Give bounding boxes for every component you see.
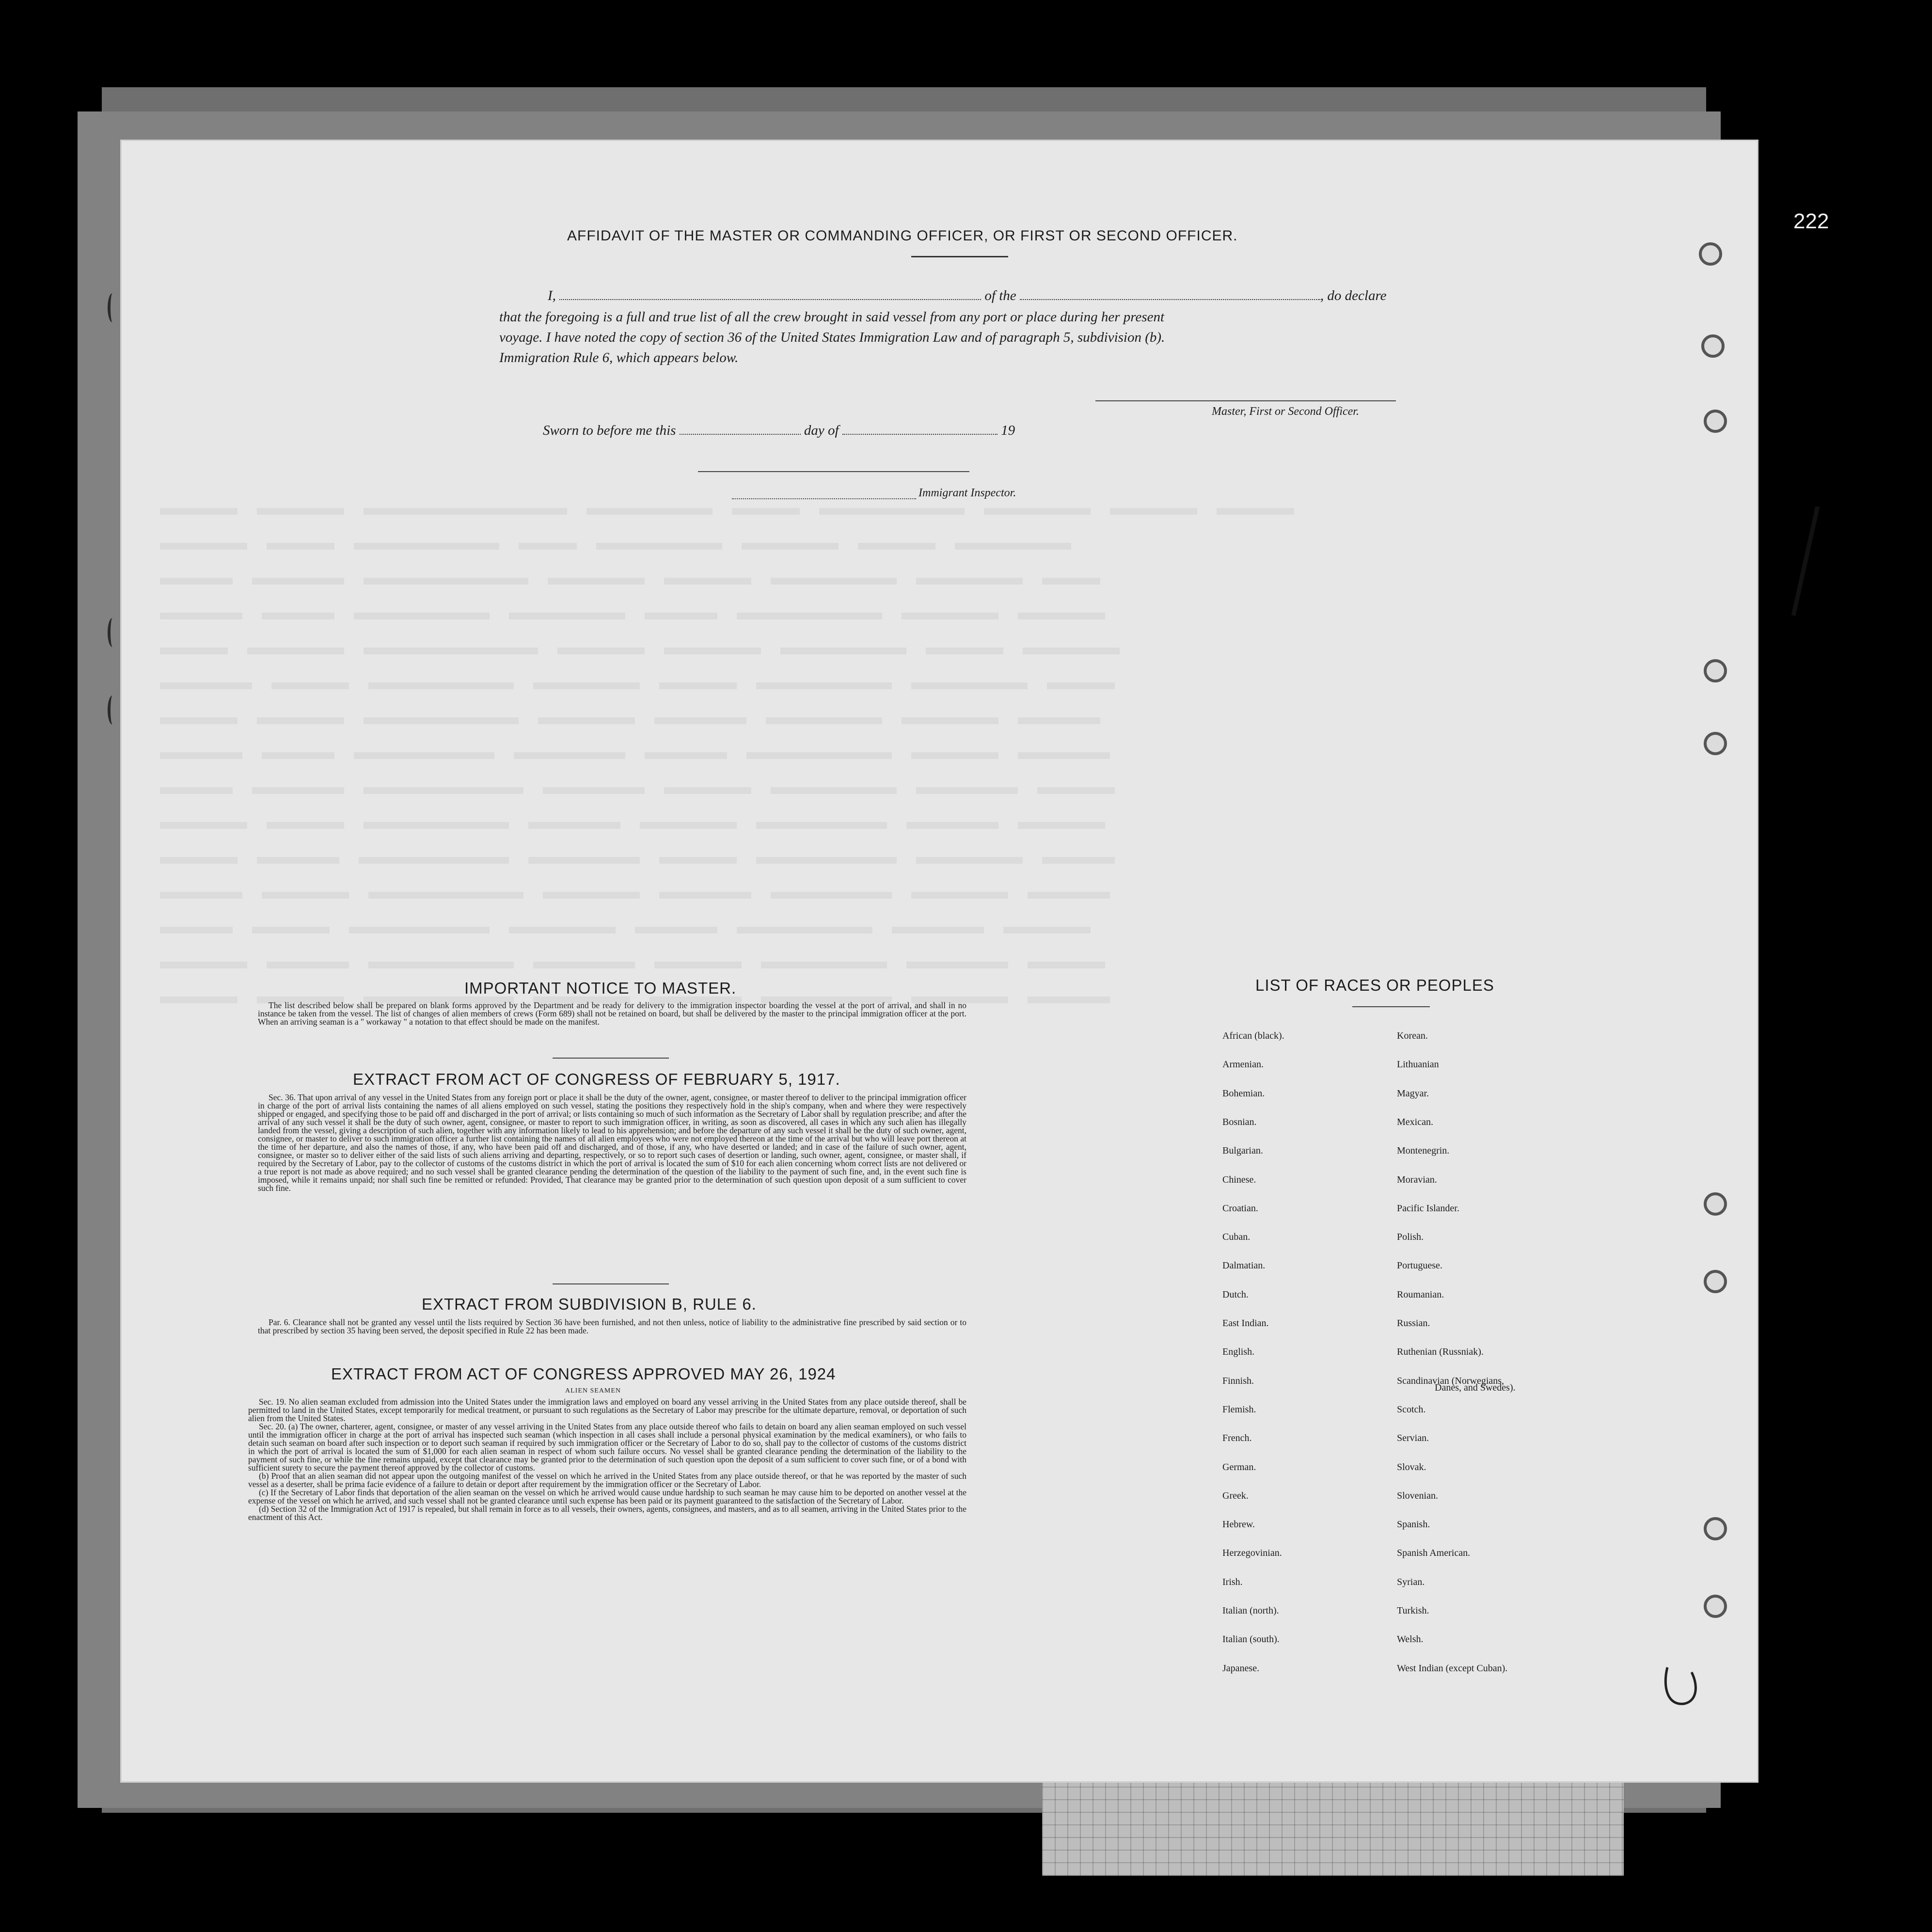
binding-clip-icon xyxy=(108,696,117,725)
race-item: English. xyxy=(1222,1346,1255,1358)
notice-text: The list described below shall be prepared on blank forms approved by the Department and be ready for delivery to the immigration inspector boarding the vessel at the port of arrival, and shall in no instance be taken from the vessel. The list of changes of alien members of crews (Form 689) shall not be retained on board, but shall be delivered by the master to the principal immigration officer at the port. When an arriving seaman is a " workaway " a notation to that effect should be made on the manifest. xyxy=(258,1000,966,1027)
binder-hole-icon xyxy=(1704,1192,1727,1216)
races-title: LIST OF RACES OR PEOPLES xyxy=(1255,976,1494,994)
affidavit-line-2: that the foregoing is a full and true list of all the crew brought in said vessel from any port or place during her present xyxy=(499,309,1165,325)
race-continuation: Danes, and Swedes). xyxy=(1435,1382,1516,1393)
race-item: German. xyxy=(1222,1461,1256,1473)
race-item: Irish. xyxy=(1222,1576,1243,1587)
page-number: 222 xyxy=(1793,209,1829,233)
race-item: Flemish. xyxy=(1222,1404,1256,1415)
binder-hole-icon xyxy=(1704,1270,1727,1293)
race-item: Polish. xyxy=(1397,1232,1424,1243)
race-item: Dutch. xyxy=(1222,1289,1249,1300)
race-item: Ruthenian (Russniak). xyxy=(1397,1346,1484,1358)
race-item: Armenian. xyxy=(1222,1059,1264,1070)
handwritten-mark-icon xyxy=(1658,1658,1706,1711)
binder-hole-icon xyxy=(1704,1595,1727,1618)
sec20b-text: (b) Proof that an alien seaman did not appear upon the outgoing manifest of the vessel on which he arrived in the United States from any place outside thereof, or that he was reported by the master of such vessel as a deserter, shall be prima facie evidence of a failure to detain or deport after requirement by the immigration officer or the Secretary of Labor. xyxy=(248,1471,966,1489)
rule6-body xyxy=(258,1318,966,1335)
race-item: Finnish. xyxy=(1222,1375,1254,1386)
extract-1917-title: EXTRACT FROM ACT OF CONGRESS OF FEBRUARY 5, 1917. xyxy=(353,1070,840,1088)
extract-1924-body xyxy=(248,1398,966,1521)
sec20d-text: (d) Section 32 of the Immigration Act of 1917 is repealed, but shall remain in force as to all vessels, their owners, agents, consignees, and masters, and as to all seamen, arriving in the United States prior to the enactment of this Act. xyxy=(248,1504,966,1522)
race-item: Bosnian. xyxy=(1222,1116,1257,1127)
race-item: Japanese. xyxy=(1222,1663,1260,1674)
race-item: Cuban. xyxy=(1222,1232,1251,1243)
affidavit-title: AFFIDAVIT OF THE MASTER OR COMMANDING OFFICER, OR FIRST OR SECOND OFFICER. xyxy=(567,228,1238,244)
extract-1917-text: Sec. 36. That upon arrival of any vessel in the United States from any foreign port or place it shall be the duty of the owner, agent, consignee, or master thereof to deliver to the principal immigration officer in charge of the port of arrival lists containing the names of all aliens employed on such vessel, stating the positions they respectively hold in the ship's company, when and where they were respectively shipped or engaged, and specifying those to be paid off and discharged in the port of arrival; or lists containing so much of such information as the Secretary of Labor shall by regulation prescribe; and after the arrival of any such vessel it shall be the duty of such owner, agent, consignee, or master to report to such immigration officer, in writing, as soon as discovered, all cases in which any such alien has illegally landed from the vessel, giving a description of such alien, together with any information likely to lead to his apprehension; and before the departure of any such vessel it shall be the duty of such owner, agent, consignee, or master to deliver to such immigration officer a further list containing the names of all alien employees who were not employed thereon at the time of the arrival but who will leave port thereon at the time of her departure, and also the names of those, if any, who have been paid off and discharged, and of those, if any, who have deserted or landed; and in case of the failure of such owner, agent, consignee, or master so to deliver either of the said lists of such aliens arriving and departing, respectively, or so to report such cases of desertion or landing, such owner, agent, consignee, or master shall, if required by the Secretary of Labor, pay to the collector of customs of the customs district in which the port of arrival is located the sum of $10 for each alien concerning whom correct lists are not delivered or a true report is not made as above required; and no such vessel shall be granted clearance pending the determination of the question of the liability to the payment of such fine, and, in the event such fine is imposed, while it remains unpaid; nor shall such fine be remitted or refunded: Provided, That clearance may be granted prior to the determination of such question upon deposit of a sum sufficient to cover such fine. xyxy=(258,1093,966,1193)
race-item: Spanish. xyxy=(1397,1519,1430,1530)
binder-hole-icon xyxy=(1701,334,1725,358)
race-item: French. xyxy=(1222,1433,1252,1444)
race-item: Mexican. xyxy=(1397,1116,1433,1127)
race-item: African (black). xyxy=(1222,1030,1284,1041)
race-item: Scandinavian (Norwegians, xyxy=(1397,1375,1504,1386)
inspector-label: Immigrant Inspector. xyxy=(918,487,1016,499)
extract-1924-subtitle: ALIEN SEAMEN xyxy=(565,1387,621,1394)
race-item: Bulgarian. xyxy=(1222,1145,1263,1156)
binding-clip-icon xyxy=(108,618,117,647)
race-item: Slovak. xyxy=(1397,1461,1426,1473)
name-blank[interactable] xyxy=(559,299,981,300)
sworn-day-of: day of xyxy=(804,423,839,438)
vessel-blank[interactable] xyxy=(1020,299,1320,300)
race-item: Hebrew. xyxy=(1222,1519,1255,1530)
binder-hole-icon xyxy=(1704,1517,1727,1540)
sworn-year: 19 xyxy=(1001,423,1015,438)
pen-stroke-icon xyxy=(1789,504,1822,620)
signature-label: Master, First or Second Officer. xyxy=(1212,405,1359,418)
affidavit-of-the: of the xyxy=(984,288,1016,303)
binding-clip-icon xyxy=(108,293,117,322)
race-item: Russian. xyxy=(1397,1318,1430,1329)
race-item: West Indian (except Cuban). xyxy=(1397,1663,1508,1674)
sworn-month-blank[interactable] xyxy=(842,434,998,435)
race-item: Korean. xyxy=(1397,1030,1428,1041)
binder-hole-icon xyxy=(1699,242,1722,266)
rule6-title: EXTRACT FROM SUBDIVISION B, RULE 6. xyxy=(422,1295,757,1313)
affidavit-line-3: voyage. I have noted the copy of section 36 of the United States Immigration Law and of paragraph 5, subdivision (b). xyxy=(499,330,1165,345)
affidavit-declare: , do declare xyxy=(1320,288,1387,303)
signature-line[interactable] xyxy=(1095,400,1396,401)
notice-body xyxy=(258,1001,966,1026)
affidavit-line-1 xyxy=(548,288,1387,304)
extract-1917-divider xyxy=(553,1283,669,1284)
race-item: Italian (north). xyxy=(1222,1605,1279,1616)
sworn-prefix: Sworn to before me this xyxy=(543,423,676,438)
race-item: Portuguese. xyxy=(1397,1260,1442,1271)
race-item: Moravian. xyxy=(1397,1174,1437,1185)
sec20c-text: (c) If the Secretary of Labor finds that deportation of the alien seaman on the vessel on which he arrived would cause undue hardship to such seaman he may cause him to be deported on another vessel at the expense of the vessel on which he arrived, and such vessel shall not be granted clearance until such expense has been paid or its payment guaranteed to the satisfaction of the Secretary of Labor. xyxy=(248,1488,966,1505)
title-divider xyxy=(911,256,1008,257)
race-item: Servian. xyxy=(1397,1433,1429,1444)
rule6-text: Par. 6. Clearance shall not be granted any vessel until the lists required by Section 36 have been furnished, and not then unless, notice of liability to the administrative fine prescribed by said section or to that prescribed by section 35 having been served, the deposit specified in Rule 22 has been made. xyxy=(258,1317,966,1335)
race-item: Slovenian. xyxy=(1397,1490,1438,1501)
extract-1917-body xyxy=(258,1093,966,1192)
race-item: Dalmatian. xyxy=(1222,1260,1266,1271)
sec19-text: Sec. 19. No alien seaman excluded from admission into the United States under the immigration laws and employed on board any vessel arriving in the United States from any place outside thereof, shall be permitted to land in the United States, except temporarily for medical treatment, or pursuant to such regulations as the Secretary of Labor may prescribe for the ultimate departure, removal, or deportation of such alien from the United States. xyxy=(248,1397,966,1423)
race-item: Magyar. xyxy=(1397,1088,1429,1099)
race-item: Scotch. xyxy=(1397,1404,1426,1415)
inspector-signature-line[interactable] xyxy=(698,471,969,472)
bleed-through-crew-list xyxy=(160,494,1759,1037)
race-item: Croatian. xyxy=(1222,1203,1258,1214)
race-item: Turkish. xyxy=(1397,1605,1429,1616)
inspector-signature-line-2 xyxy=(732,498,916,499)
affidavit-i: I, xyxy=(548,288,556,303)
race-item: Roumanian. xyxy=(1397,1289,1444,1300)
race-item: Syrian. xyxy=(1397,1576,1425,1587)
race-item: Welsh. xyxy=(1397,1634,1424,1645)
races-divider xyxy=(1352,1006,1430,1007)
race-item: Herzegovinian. xyxy=(1222,1548,1282,1559)
race-item: Spanish American. xyxy=(1397,1548,1471,1559)
notice-title: IMPORTANT NOTICE TO MASTER. xyxy=(464,979,737,997)
race-item: Chinese. xyxy=(1222,1174,1256,1185)
affidavit-line-4: Immigration Rule 6, which appears below. xyxy=(499,350,739,365)
extract-1924-title: EXTRACT FROM ACT OF CONGRESS APPROVED MAY 26, 1924 xyxy=(331,1365,836,1383)
sworn-day-blank[interactable] xyxy=(680,434,801,435)
race-item: Pacific Islander. xyxy=(1397,1203,1459,1214)
sworn-line xyxy=(543,423,1015,439)
race-item: Montenegrin. xyxy=(1397,1145,1450,1156)
binder-hole-icon xyxy=(1704,410,1727,433)
race-item: Lithuanian xyxy=(1397,1059,1439,1070)
race-item: Italian (south). xyxy=(1222,1634,1280,1645)
race-item: Greek. xyxy=(1222,1490,1249,1501)
race-item: Bohemian. xyxy=(1222,1088,1265,1099)
notice-divider xyxy=(553,1058,669,1059)
race-item: East Indian. xyxy=(1222,1318,1269,1329)
sec20a-text: Sec. 20. (a) The owner, charterer, agent, consignee, or master of any vessel arriving in the United States from any place outside thereof who fails to detain on board any alien seaman employed on such vessel until the immigration officer in charge at the port of arrival has inspected such seaman (which inspection in all cases shall include a personal physical examination by the medical examiners), or who fails to detain such seaman on board after such inspection or to deport such seaman if required by such immigration officer or the Secretary of Labor to do so, shall pay to the collector of customs of the customs district in which the port of arrival is located the sum of $1,000 for each alien seaman in respect of whom such failure occurs. No vessel shall be granted clearance pending the determination of the liability to the payment of such fine, or while the fine remains unpaid, except that clearance may be granted prior to the determination of such question upon the deposit of a sum sufficient to cover such fine, or of a bond with sufficient surety to secure the payment thereof approved by the collector of customs. xyxy=(248,1422,966,1473)
